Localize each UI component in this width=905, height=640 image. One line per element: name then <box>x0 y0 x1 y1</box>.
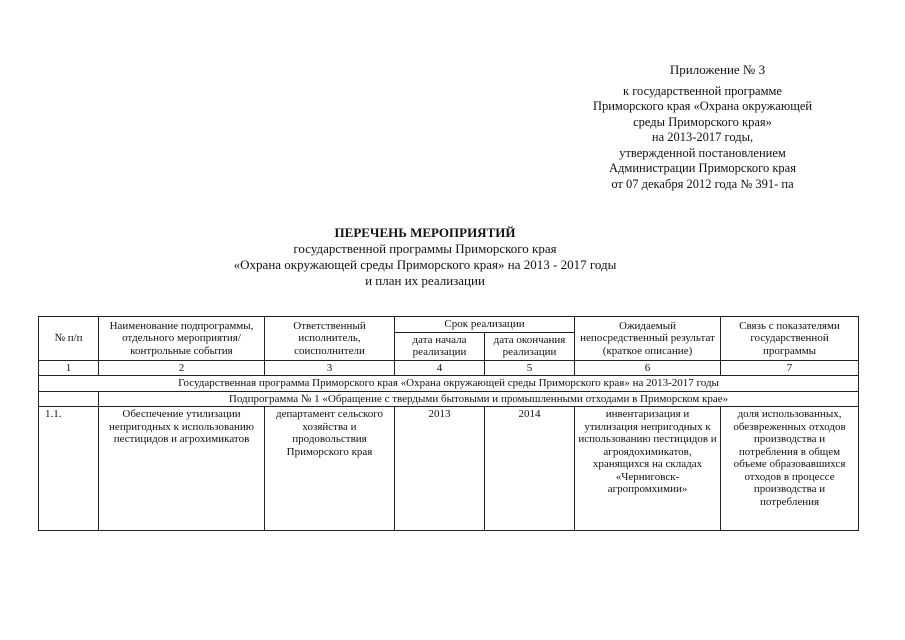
heading-line: «Охрана окружающей среды Приморского края» на 2013 - 2017 годы <box>233 257 617 272</box>
header-row <box>39 317 859 333</box>
appendix-line: среды Приморского края» <box>633 114 772 129</box>
subprogram-spacer <box>39 391 99 407</box>
header-name: Наименование подпрограммы, отдельного мероприятия/контрольные события <box>99 317 265 361</box>
program-title: Государственная программа Приморского края «Охрана окружающей среды Приморского края» на 2013-2017 годы <box>39 376 859 392</box>
measures-table <box>38 316 859 531</box>
header-result: Ожидаемый непосредственный результат (краткое описание) <box>575 317 721 361</box>
column-number: 5 <box>485 360 575 376</box>
row-name: Обеспечение утилизации непригодных к использованию пестицидов и агрохимикатов <box>99 407 265 531</box>
appendix-line: Администрации Приморского края <box>609 161 796 175</box>
document-title: ПЕРЕЧЕНЬ МЕРОПРИЯТИЙ <box>334 225 516 240</box>
appendix-title: Приложение № 3 <box>669 62 766 77</box>
appendix-line: на 2013-2017 годы, <box>651 130 754 144</box>
column-number: 4 <box>395 360 485 376</box>
header-end: дата окончания реализации <box>485 332 575 360</box>
heading-line: государственной программы Приморского края <box>293 241 557 256</box>
column-number: 1 <box>39 360 99 376</box>
column-number: 3 <box>265 360 395 376</box>
row-end: 2014 <box>485 407 575 531</box>
table-row <box>39 407 859 531</box>
row-start: 2013 <box>395 407 485 531</box>
column-number-row <box>39 360 859 376</box>
subprogram-title: Подпрограмма № 1 «Обращение с твердыми бытовыми и промышленными отходами в Приморском крае» <box>99 391 859 407</box>
heading-line: и план их реализации <box>365 273 485 288</box>
appendix-line: от 07 декабря 2012 года № 391- па <box>611 176 794 191</box>
column-number: 7 <box>721 360 859 376</box>
appendix-block <box>560 62 845 192</box>
appendix-line: к государственной программе <box>623 83 782 98</box>
header-executor: Ответственный исполнитель, соисполнители <box>265 317 395 361</box>
subprogram-row <box>39 391 859 407</box>
row-link: доля использованных, обезвреженных отходов производства и потребления в общем объеме образовавшихся отходов в процессе производства и потребления <box>721 407 859 531</box>
column-number: 6 <box>575 360 721 376</box>
header-num: № п/п <box>39 317 99 361</box>
appendix-line: Приморского края «Охрана окружающей <box>592 99 813 113</box>
row-result: инвентаризация и утилизация непригодных к использованию пестицидов и агроядохимикатов, хранящихся на складах «Черниговск-агропромхимии» <box>575 407 721 531</box>
header-start: дата начала реализации <box>395 332 485 360</box>
row-num: 1.1. <box>39 407 99 531</box>
header-period: Срок реализации <box>395 317 575 333</box>
program-row <box>39 376 859 392</box>
row-executor: департамент сельского хозяйства и продовольствия Приморского края <box>265 407 395 531</box>
column-number: 2 <box>99 360 265 376</box>
appendix-line: утвержденной постановлением <box>619 145 786 160</box>
header-link: Связь с показателями государственной программы <box>721 317 859 361</box>
document-heading <box>220 225 630 289</box>
